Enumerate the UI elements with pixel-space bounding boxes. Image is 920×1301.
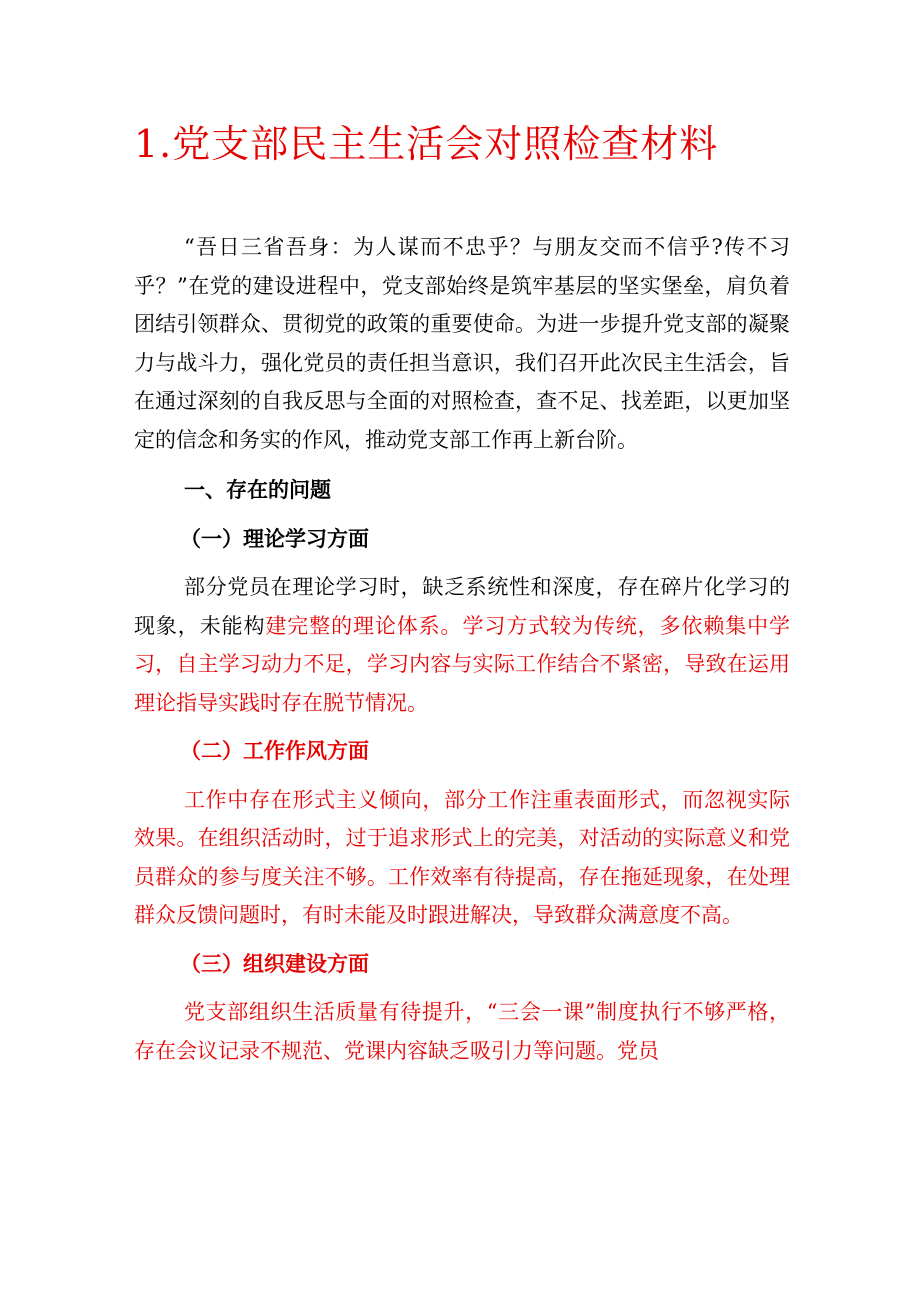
document-title: 1.党支部民主生活会对照检查材料: [134, 122, 719, 166]
subheading-work-style: （二）工作作风方面: [180, 738, 369, 763]
intro-paragraph: “吾日三省吾身：为人谋而不忠乎？与朋友交而不信乎?传不习乎？”在党的建设进程中，党支部始终是筑牢基层的坚实堡垒，肩负着团结引领群众、贯彻党的政策的重要使命。为进一步提升党支部的凝聚力与战斗力，强化党员的责任担当意识，我们召开此次民主生活会，旨在通过深刻的自我反思与全面的对照检查，查不足、找差距，以更加坚定的信念和务实的作风，推动党支部工作再上新台阶。: [134, 235, 790, 452]
section-heading-problems: 一、存在的问题: [184, 477, 331, 502]
paragraph-theory-study: [134, 568, 790, 722]
paragraph-organization: 党支部组织生活质量有待提升，“三会一课”制度执行不够严格，存在会议记录不规范、党课内容缺乏吸引力等问题。党员: [134, 1000, 790, 1063]
paragraph-theory-study-black: 部分党员在理论学习时，缺乏系统性和深度，存在碎片化学习的现象，未能构: [134, 575, 790, 638]
subheading-organization: （三）组织建设方面: [180, 950, 369, 976]
document-body: [134, 228, 790, 1070]
subheading-theory-study: （一）理论学习方面: [180, 525, 369, 551]
paragraph-theory-study-red: 建完整的理论体系。学习方式较为传统，多依赖集中学习，自主学习动力不足，学习内容与实际工作结合不紧密，导致在运用理论指导实践时存在脱节情况。: [134, 613, 791, 715]
paragraph-work-style: 工作中存在形式主义倾向，部分工作注重表面形式，而忽视实际效果。在组织活动时，过于追求形式上的完美，对活动的实际意义和党员群众的参与度关注不够。工作效率有待提高，存在拖延现象，在处理群众反馈问题时，有时未能及时跟进解决，导致群众满意度不高。: [134, 787, 790, 927]
